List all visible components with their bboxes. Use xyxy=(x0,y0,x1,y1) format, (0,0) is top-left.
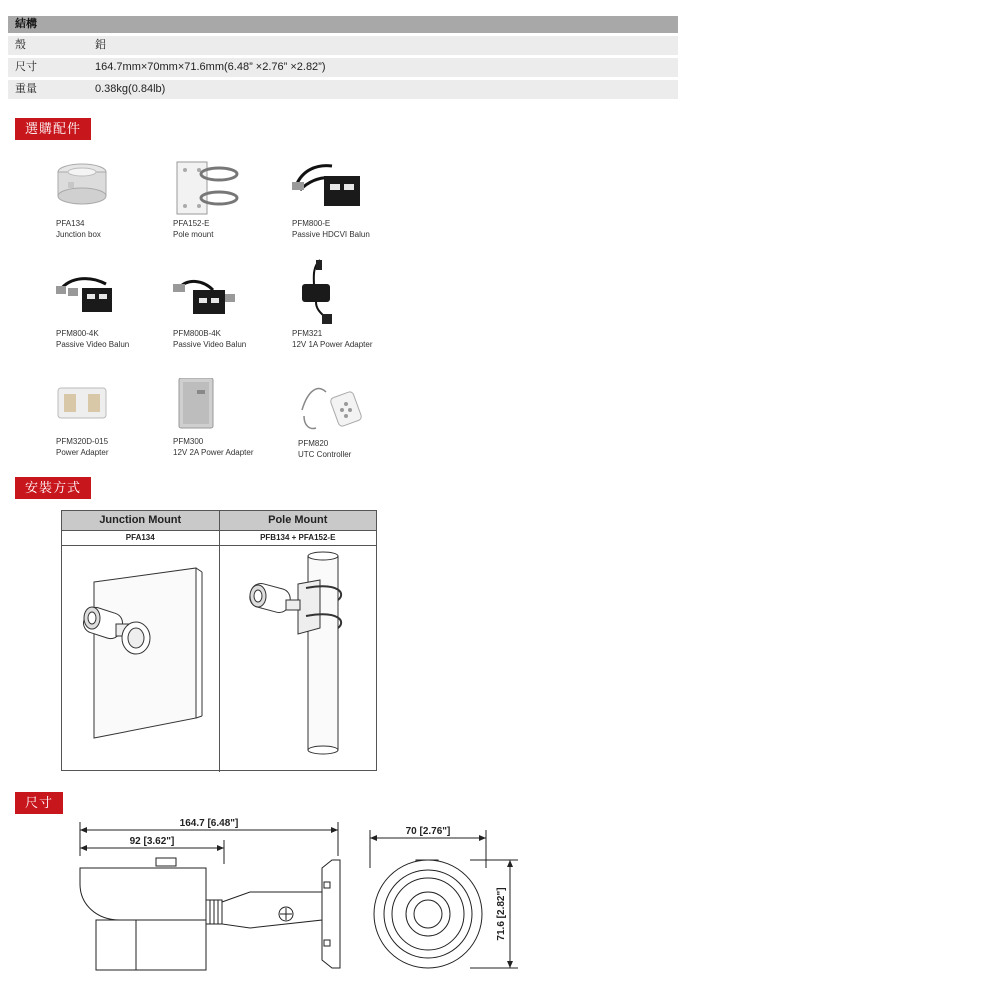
accessory-item xyxy=(173,160,293,240)
accessory-code: PFM820 xyxy=(298,439,329,448)
accessories-title: 選購配件 xyxy=(15,118,91,140)
video-balun-b-image xyxy=(173,270,293,328)
accessory-desc: UTC Controller xyxy=(298,450,352,459)
spec-key: 尺寸 xyxy=(15,61,37,73)
mount-table xyxy=(61,510,377,771)
mount-sub-junction: PFA134 xyxy=(125,533,155,542)
accessory-desc: Passive HDCVI Balun xyxy=(292,230,370,239)
accessory-code: PFM320D-015 xyxy=(56,437,109,446)
accessory-desc: Passive Video Balun xyxy=(173,340,247,349)
accessory-desc: 12V 2A Power Adapter xyxy=(173,448,254,457)
spec-value: 鋁 xyxy=(95,39,106,51)
spec-value: 164.7mm×70mm×71.6mm(6.48” ×2.76” ×2.82”) xyxy=(95,61,326,73)
mount-sub-pole: PFB134 + PFA152-E xyxy=(219,531,377,545)
spec-row xyxy=(8,80,678,99)
installation-title: 安裝方式 xyxy=(15,477,91,499)
accessory-desc: Power Adapter xyxy=(56,448,109,457)
mount-header-pole: Pole Mount xyxy=(219,511,377,530)
balun-image xyxy=(292,160,412,218)
pole-mount-diagram xyxy=(219,546,377,772)
accessory-item xyxy=(292,258,412,350)
width-label: 70 [2.76"] xyxy=(405,826,451,837)
accessory-item xyxy=(56,378,176,458)
dimensions-title: 尺寸 xyxy=(15,792,63,814)
video-balun-image xyxy=(56,270,176,328)
accessory-desc: 12V 1A Power Adapter xyxy=(292,340,373,349)
accessory-item xyxy=(56,270,176,350)
accessory-desc: Pole mount xyxy=(173,230,214,239)
dimension-drawing xyxy=(60,808,530,988)
accessory-item xyxy=(173,270,293,350)
accessory-code: PFM300 xyxy=(173,437,204,446)
mount-header-junction: Junction Mount xyxy=(99,514,182,526)
mount-table-body xyxy=(62,546,376,772)
spec-table xyxy=(8,16,678,99)
camera-side-view xyxy=(80,858,340,970)
spec-value: 0.38kg(0.84lb) xyxy=(95,83,166,95)
accessory-code: PFA152-E xyxy=(173,219,210,228)
mount-table-subheader xyxy=(62,531,376,546)
accessory-item xyxy=(173,378,293,458)
utc-controller-image xyxy=(298,380,418,438)
junction-mount-diagram xyxy=(62,546,219,772)
height-label: 71.6 [2.82"] xyxy=(496,887,507,941)
accessory-item xyxy=(298,380,418,460)
accessory-code: PFM321 xyxy=(292,329,323,338)
total-length-label: 164.7 [6.48"] xyxy=(179,818,239,829)
junction-box-image xyxy=(56,160,176,218)
spec-row xyxy=(8,58,678,77)
power-box-image xyxy=(173,378,293,436)
body-length-label: 92 [3.62"] xyxy=(129,836,175,847)
accessory-code: PFM800-4K xyxy=(56,329,99,338)
accessory-desc: Junction box xyxy=(56,230,101,239)
spec-row xyxy=(8,36,678,55)
accessory-desc: Passive Video Balun xyxy=(56,340,130,349)
mount-table-header xyxy=(62,511,376,531)
accessory-code: PFM800-E xyxy=(292,219,331,228)
spec-key: 重量 xyxy=(15,83,37,95)
spec-section-title: 結構 xyxy=(8,16,678,33)
power-adapter-image xyxy=(292,258,412,328)
accessory-code: PFM800B-4K xyxy=(173,329,222,338)
pole-mount-image xyxy=(173,160,293,218)
spec-key: 殼 xyxy=(15,39,26,51)
accessory-item xyxy=(56,160,176,240)
power-supply-box-image xyxy=(56,378,176,436)
accessory-item xyxy=(292,160,412,240)
accessory-code: PFA134 xyxy=(56,219,85,228)
camera-front-view xyxy=(374,860,482,968)
